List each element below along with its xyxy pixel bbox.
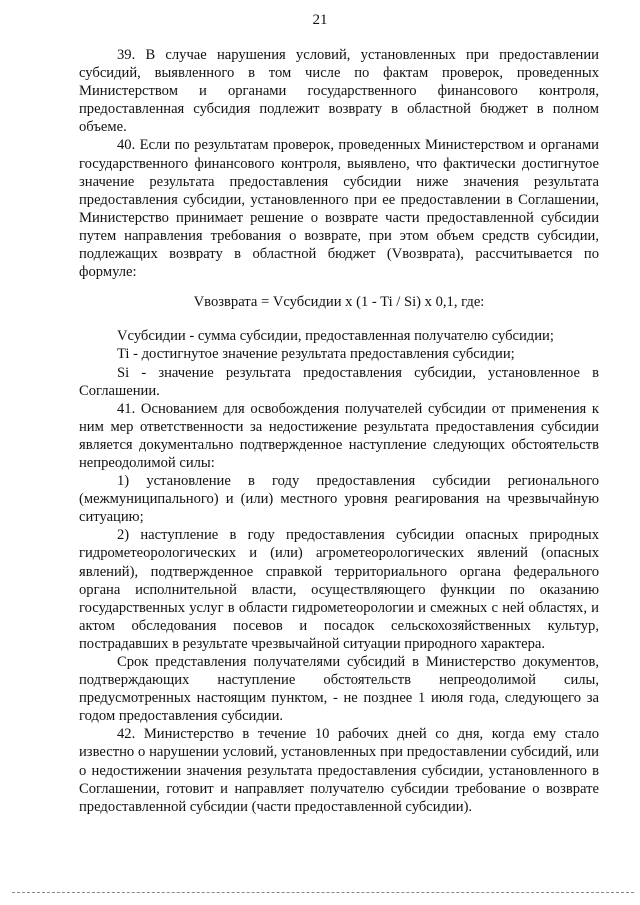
definition-v-subsidy: Vсубсидии - сумма субсидии, предоставленная получателю субсидии; <box>117 328 554 345</box>
paragraph-39: 39. В случае нарушения условий, установленных при предоставлении субсидий, выявленного в том числе по фактам проверок, проведенных Министерством и органами государственного финансового контроля, предоставленная субсидия подлежит возврату в областной бюджет в полном объеме. <box>79 47 599 136</box>
formula: Vвозврата = Vсубсидии x (1 - Ti / Si) x 0,1, где: <box>193 294 485 311</box>
paragraph-41: 41. Основанием для освобождения получателей субсидии от применения к ним мер ответственности за недостижение результата предоставления субсидии является документально подтвержденное наступление следующих обстоятельств непреодолимой силы: <box>79 400 599 471</box>
page-number: 21 <box>312 12 328 28</box>
definition-si: Si - значение результата предоставления субсидии, установленное в Соглашении. <box>79 364 599 399</box>
paragraph-41-item-2: 2) наступление в году предоставления субсидии опасных природных гидрометеорологических и (или) агрометеорологических явлений (опасных явлений), подтвержденное справкой территориального органа федерального органа исполнительной власти, осуществляющего функции по оказанию государственных услуг в области гидрометеорологии и смежных с ней областях, и актом обследования посевов и посадок сельскохозяйственных культур, пострадавших в результате чрезвычайной ситуации природного характера. <box>79 527 599 652</box>
document-body <box>79 46 599 816</box>
paragraph-41-item-1: 1) установление в году предоставления субсидии регионального (межмуниципального) и (или) местного уровня реагирования на чрезвычайную ситуацию; <box>79 473 599 526</box>
paragraph-40: 40. Если по результатам проверок, проведенных Министерством и органами государственного финансового контроля, выявлено, что фактически достигнутое значение результата предоставления субсидии ниже значения результата предоставления субсидии, установленного при ее предоставлении в Соглашении, Министерство принимает решение о возврате части предоставленной субсидии путем направления требования о возврате, при этом объем средств субсидии, подлежащих возврату в областной бюджет (Vвозврата), рассчитывается по формуле: <box>79 137 599 281</box>
definition-ti: Ti - достигнутое значение результата предоставления субсидии; <box>117 346 515 363</box>
paragraph-42: 42. Министерство в течение 10 рабочих дней со дня, когда ему стало известно о нарушении условий, установленных при предоставлении субсидий, или о недостижении значения результата предоставления субсидии, установленного в Соглашении, готовит и направляет получателю субсидии требование о возврате предоставленной субсидии (части предоставленной субсидии). <box>79 726 599 815</box>
page-bottom-rule <box>12 892 634 893</box>
paragraph-41-deadline: Срок представления получателями субсидий в Министерство документов, подтверждающих наступление обстоятельств непреодолимой силы, предусмотренных настоящим пунктом, - не позднее 1 июля года, следующего за годом предоставления субсидии. <box>79 654 599 725</box>
